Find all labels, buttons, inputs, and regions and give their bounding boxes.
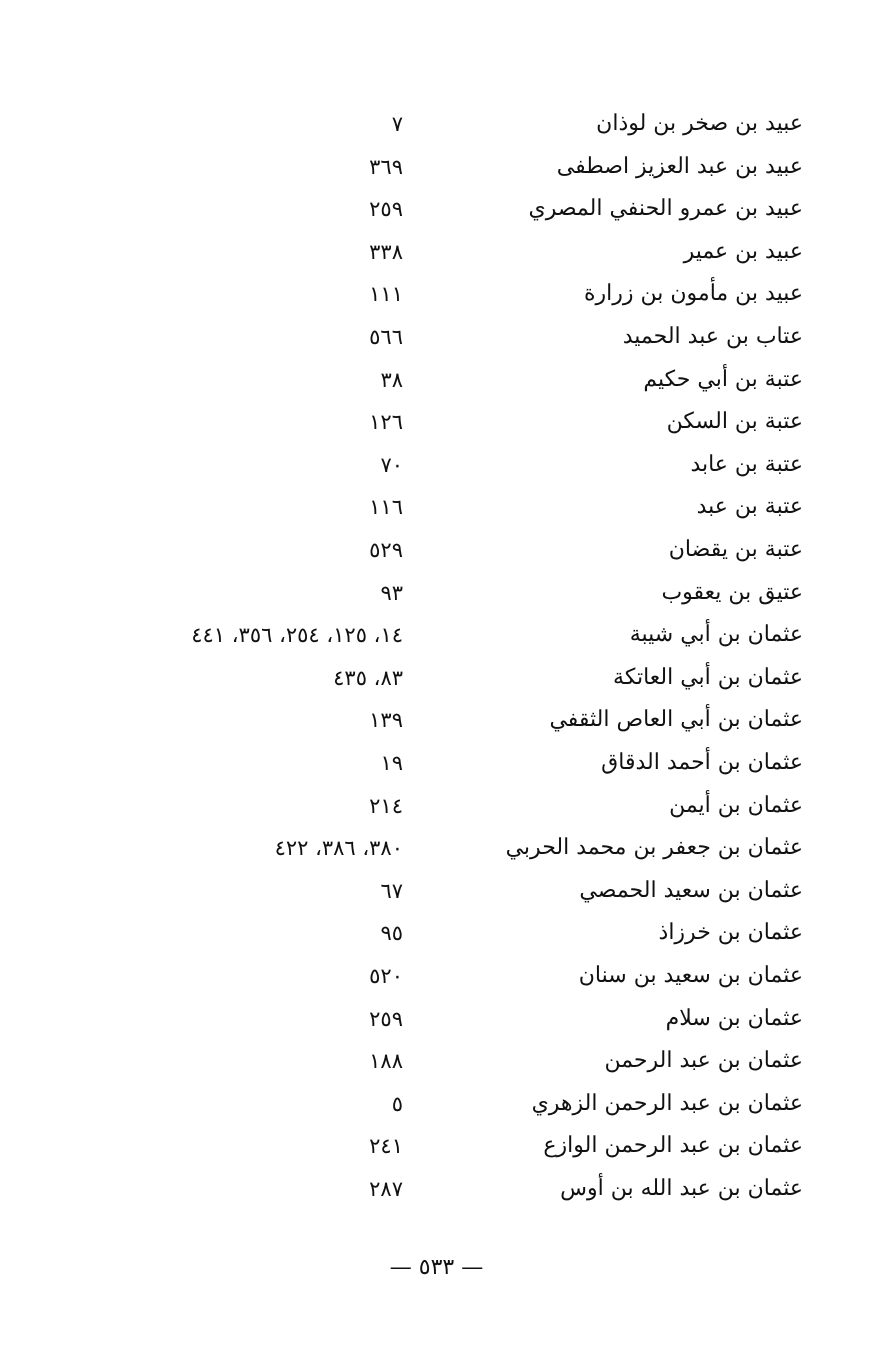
- index-entry: [0, 660, 873, 696]
- entry-name: عتبة بن يقضان: [668, 537, 803, 562]
- entry-pages: ٩٣: [380, 581, 403, 605]
- entry-name: عتبة بن السكن: [666, 409, 803, 434]
- entry-name: عثمان بن جعفر بن محمد الحربي: [505, 835, 803, 860]
- index-entry: [0, 1043, 873, 1079]
- entry-name: عثمان بن أحمد الدقاق: [601, 750, 803, 775]
- entry-pages: ٣٨٠، ٣٨٦، ٤٢٢: [274, 836, 403, 860]
- entry-name: عثمان بن عبد الرحمن: [604, 1048, 803, 1073]
- entry-pages: ٢٨٧: [369, 1177, 403, 1201]
- entry-name: عثمان بن عبد الله بن أوس: [560, 1176, 803, 1201]
- entry-name: عثمان بن سعيد بن سنان: [578, 963, 803, 988]
- index-entry: [0, 745, 873, 781]
- index-entry: [0, 1086, 873, 1122]
- entry-pages: ٢٥٩: [369, 1007, 403, 1031]
- entry-pages: ١١١: [369, 282, 403, 306]
- index-entry: [0, 1171, 873, 1207]
- entry-pages: ٣٦٩: [369, 155, 403, 179]
- entry-pages: ٧٠: [380, 453, 403, 477]
- entry-name: عثمان بن أبي العاص الثقفي: [549, 707, 803, 732]
- entry-pages: ١٣٩: [369, 708, 403, 732]
- entry-name: عثمان بن أبي شيبة: [629, 622, 803, 647]
- entry-pages: ٥٢٠: [369, 964, 403, 988]
- entry-pages: ٢٥٩: [369, 197, 403, 221]
- index-entry: [0, 276, 873, 312]
- entry-name: عثمان بن أيمن: [669, 793, 803, 818]
- entry-name: عثمان بن خرزاذ: [658, 920, 803, 945]
- entry-pages: ١٩: [380, 751, 403, 775]
- entry-pages: ٥٢٩: [369, 538, 403, 562]
- entry-name: عتبة بن أبي حكيم: [643, 367, 803, 392]
- entry-pages: ٣٨: [380, 368, 403, 392]
- entry-pages: ٨٣، ٤٣٥: [333, 666, 403, 690]
- index-entry: [0, 319, 873, 355]
- entry-name: عثمان بن سعيد الحمصي: [579, 878, 803, 903]
- index-entry: [0, 404, 873, 440]
- entry-name: عثمان بن أبي العاتكة: [613, 665, 803, 690]
- entry-pages: ٥٦٦: [369, 325, 403, 349]
- index-entry: [0, 1001, 873, 1037]
- entry-name: عبيد بن عمرو الحنفي المصري: [528, 196, 803, 221]
- entry-pages: ٦٧: [380, 879, 403, 903]
- index-entry: [0, 191, 873, 227]
- entry-name: عثمان بن عبد الرحمن الزهري: [531, 1091, 803, 1116]
- index-entry: [0, 575, 873, 611]
- page-number: — ٥٣٣ —: [389, 1255, 484, 1280]
- entry-pages: ٧: [391, 112, 403, 136]
- entry-name: عبيد بن صخر بن لوذان: [596, 111, 803, 136]
- entry-pages: ٢٤١: [369, 1134, 403, 1158]
- entry-pages: ١٤، ١٢٥، ٢٥٤، ٣٥٦، ٤٤١: [191, 623, 403, 647]
- entry-name: عتيق بن يعقوب: [661, 580, 803, 605]
- index-entry: [0, 1128, 873, 1164]
- index-entry: [0, 234, 873, 270]
- entry-name: عتبة بن عبد: [696, 494, 803, 519]
- entry-name: عبيد بن مأمون بن زرارة: [584, 281, 803, 306]
- entry-name: عبيد بن عبد العزيز اصطفى: [556, 154, 803, 179]
- entry-pages: ١١٦: [369, 495, 403, 519]
- index-entry: [0, 915, 873, 951]
- index-entry: [0, 532, 873, 568]
- index-entry: [0, 362, 873, 398]
- entry-name: عبيد بن عمير: [683, 239, 803, 264]
- entry-pages: ١٨٨: [369, 1049, 403, 1073]
- entry-pages: ٣٣٨: [369, 240, 403, 264]
- entry-name: عتاب بن عبد الحميد: [622, 324, 803, 349]
- entry-name: عثمان بن عبد الرحمن الوازع: [543, 1133, 803, 1158]
- index-entry: [0, 702, 873, 738]
- index-entry: [0, 617, 873, 653]
- index-entry: [0, 447, 873, 483]
- entry-pages: ٩٥: [380, 921, 403, 945]
- index-entry: [0, 958, 873, 994]
- index-entry: [0, 106, 873, 142]
- entry-pages: ٥: [391, 1092, 403, 1116]
- entry-name: عتبة بن عابد: [690, 452, 803, 477]
- entry-pages: ١٢٦: [369, 410, 403, 434]
- index-entry: [0, 830, 873, 866]
- index-entry: [0, 149, 873, 185]
- index-entry: [0, 873, 873, 909]
- entry-pages: ٢١٤: [369, 794, 403, 818]
- index-entry: [0, 788, 873, 824]
- entry-name: عثمان بن سلام: [665, 1006, 803, 1031]
- index-entry: [0, 489, 873, 525]
